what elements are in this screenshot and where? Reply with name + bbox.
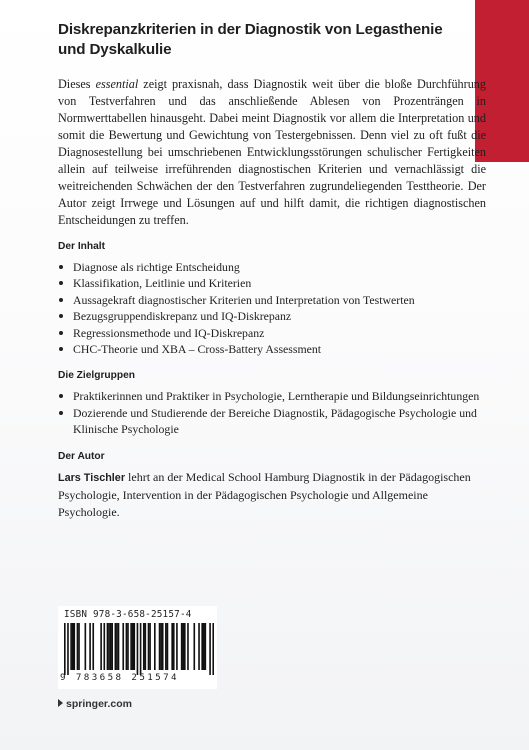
barcode-bar <box>111 623 113 670</box>
zielgruppen-list <box>58 388 486 437</box>
barcode-bar <box>127 623 129 670</box>
barcode-bar <box>100 623 102 670</box>
list-item: Dozierende und Studierende der Bereiche Diagnostik, Pädagogische Psychologie und Klinische Psychologie <box>58 405 486 438</box>
barcode-bar <box>203 623 205 670</box>
barcode-bar <box>85 623 87 670</box>
list-item: Klassifikation, Leitlinie und Kriterien <box>58 275 486 291</box>
arrow-right-icon <box>58 699 63 707</box>
intro-body: zeigt praxisnah, dass Diagnostik weit über die bloße Durchführung von Testverfahren und das anschließende Ablesen von Prozenträngen in Normwerttabellen hinausgeht. Dabei meint Diagnostik vor allem die Interpretation und somit die Bewertung und Gewichtung von Testergebnissen. Denn viel zu oft fußt die Diagnosestellung bei umschriebenen Entwicklungsstörungen schulischer Fertigkeiten allein auf teilweise irreführenden diagnostischen Kriterien und vernachlässigt die weitreichenden Schwächen der den Testverfahren zugrundeliegenden Testtheorie. Der Autor zeigt Irrwege und Lösungen auf und hilft damit, die richtigen diagnostischen Entscheidungen zu treffen. <box>58 77 486 227</box>
barcode-bar <box>181 623 183 670</box>
book-title-line-2: und Dyskalkulie <box>58 41 172 58</box>
intro-prefix: Dieses <box>58 77 96 91</box>
barcode-bar <box>72 623 74 670</box>
list-item: Praktikerinnen und Praktiker in Psychologie, Lerntherapie und Bildungseinrichtungen <box>58 388 486 404</box>
barcode-bar <box>198 623 200 670</box>
barcode-bar <box>162 623 164 670</box>
list-item: Regressionsmethode und IQ-Diskrepanz <box>58 325 486 341</box>
barcode-bar <box>159 623 161 670</box>
barcode-bar <box>67 623 69 675</box>
barcode-box <box>58 606 217 689</box>
barcode-bar <box>212 623 214 675</box>
barcode-bar <box>103 623 105 670</box>
intro-paragraph <box>58 76 486 229</box>
barcode-bar <box>107 623 109 670</box>
barcode-bar <box>149 623 151 670</box>
barcode-bar <box>205 623 207 670</box>
barcode-bar <box>133 623 135 670</box>
barcode-bar <box>171 623 173 670</box>
barcode-bar <box>110 623 112 670</box>
barcode-bar <box>116 623 118 670</box>
barcode-bar <box>167 623 169 670</box>
publisher-url: springer.com <box>66 698 132 710</box>
barcode-bar <box>92 623 94 670</box>
barcode-bar <box>73 623 75 670</box>
barcode-bar <box>118 623 120 670</box>
barcode <box>64 623 214 675</box>
barcode-bar <box>182 623 184 670</box>
barcode-bar <box>64 623 66 675</box>
section-heading-autor: Der Autor <box>58 450 105 462</box>
barcode-bar <box>122 623 124 670</box>
back-cover-content <box>58 20 486 521</box>
barcode-bar <box>143 623 145 670</box>
isbn-label: ISBN 978-3-658-25157-4 <box>64 609 192 620</box>
barcode-bar <box>89 623 91 670</box>
barcode-bar <box>78 623 80 670</box>
barcode-bar <box>132 623 134 670</box>
barcode-bar <box>137 623 139 675</box>
intro-emphasis: essential <box>95 77 139 91</box>
book-title-line-1: Diskrepanzkriterien in der Diagnostik von Legasthenie <box>58 21 443 38</box>
barcode-bar <box>145 623 147 670</box>
barcode-bar <box>160 623 162 670</box>
barcode-bar <box>201 623 203 670</box>
barcode-bar <box>126 623 128 670</box>
barcode-bar <box>130 623 132 670</box>
barcode-bar <box>173 623 175 670</box>
barcode-bar <box>187 623 189 670</box>
barcode-bar <box>165 623 167 670</box>
section-heading-zielgruppen: Die Zielgruppen <box>58 370 135 382</box>
barcode-bar <box>77 623 79 670</box>
author-text: lehrt an der Medical School Hamburg Diagnostik in der Pädagogischen Psychologie, Intervention in der Pädagogischen Psychologie und Allgemeine Psychologie. <box>58 469 471 519</box>
barcode-bar <box>148 623 150 670</box>
barcode-bar <box>193 623 195 670</box>
section-heading-inhalt: Der Inhalt <box>58 241 105 252</box>
list-item: Diagnose als richtige Entscheidung <box>58 259 486 275</box>
list-item: CHC-Theorie und XBA – Cross-Battery Assessment <box>58 341 486 357</box>
barcode-bar <box>154 623 156 670</box>
barcode-bar <box>209 623 211 675</box>
list-item: Aussagekraft diagnostischer Kriterien und Interpretation von Testwerten <box>58 292 486 308</box>
inhalt-list <box>58 259 486 357</box>
list-item: Bezugsgruppendiskrepanz und IQ-Diskrepanz <box>58 308 486 324</box>
barcode-bar <box>70 623 72 670</box>
barcode-bar <box>184 623 186 670</box>
author-paragraph <box>58 469 486 521</box>
author-name: Lars Tischler <box>58 471 126 484</box>
barcode-digits: 9 783658 251574 <box>60 672 179 683</box>
barcode-bar <box>140 623 142 675</box>
barcode-bar <box>176 623 178 670</box>
publisher-link[interactable] <box>58 698 132 710</box>
barcode-bar <box>115 623 117 670</box>
book-title <box>58 20 486 60</box>
barcode-bar <box>108 623 110 670</box>
